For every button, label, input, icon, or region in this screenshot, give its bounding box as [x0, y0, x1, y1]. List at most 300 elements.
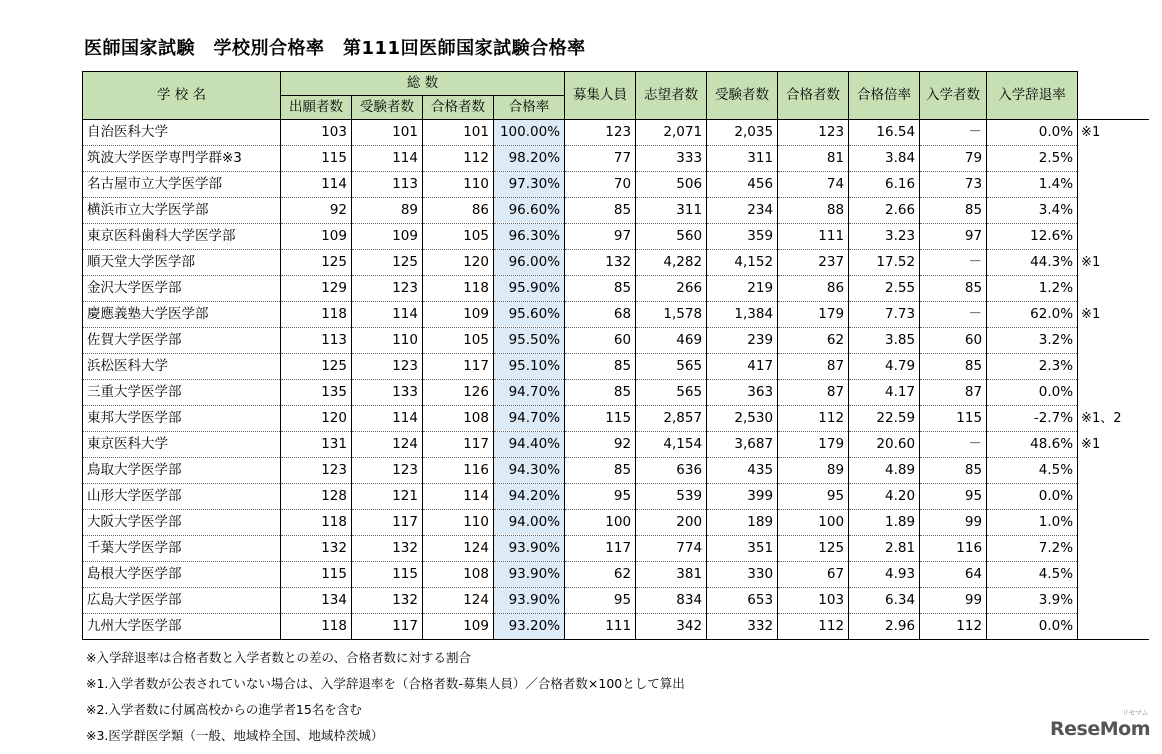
cell-quota: 95	[565, 588, 636, 614]
cell-note	[1078, 354, 1149, 380]
cell-passers: 105	[423, 328, 494, 354]
cell-examinees: 101	[352, 120, 423, 146]
cell-competition: 17.52	[849, 250, 920, 276]
footnotes	[86, 645, 685, 749]
cell-decline-rate: 4.5%	[987, 458, 1078, 484]
cell-passers: 117	[423, 354, 494, 380]
cell-decline-rate: 3.2%	[987, 328, 1078, 354]
cell-quota: 85	[565, 276, 636, 302]
cell-candidates: 565	[636, 354, 707, 380]
cell-enrolled: 99	[920, 588, 987, 614]
cell-school: 九州大学医学部	[83, 614, 281, 640]
header-examinees: 受験者数	[352, 96, 423, 120]
table-row	[83, 536, 1149, 562]
cell-admitted-passers: 112	[778, 406, 849, 432]
cell-competition: 2.81	[849, 536, 920, 562]
cell-exam-takers: 1,384	[707, 302, 778, 328]
header-note-spacer	[1078, 72, 1149, 120]
cell-pass-rate: 94.30%	[494, 458, 565, 484]
cell-applicants: 125	[281, 354, 352, 380]
cell-admitted-passers: 111	[778, 224, 849, 250]
cell-competition: 6.34	[849, 588, 920, 614]
cell-competition: 3.23	[849, 224, 920, 250]
cell-enrolled: 99	[920, 510, 987, 536]
cell-exam-takers: 417	[707, 354, 778, 380]
cell-examinees: 110	[352, 328, 423, 354]
cell-admitted-passers: 62	[778, 328, 849, 354]
cell-admitted-passers: 179	[778, 432, 849, 458]
cell-school: 東邦大学医学部	[83, 406, 281, 432]
cell-competition: 22.59	[849, 406, 920, 432]
cell-passers: 116	[423, 458, 494, 484]
cell-competition: 4.93	[849, 562, 920, 588]
cell-admitted-passers: 89	[778, 458, 849, 484]
cell-candidates: 469	[636, 328, 707, 354]
cell-candidates: 2,071	[636, 120, 707, 146]
cell-pass-rate: 97.30%	[494, 172, 565, 198]
cell-note	[1078, 146, 1149, 172]
cell-candidates: 266	[636, 276, 707, 302]
cell-candidates: 4,154	[636, 432, 707, 458]
cell-pass-rate: 94.40%	[494, 432, 565, 458]
cell-examinees: 124	[352, 432, 423, 458]
cell-quota: 117	[565, 536, 636, 562]
footnote: ※3.医学群医学類（一般、地域枠全国、地域枠茨城）	[86, 728, 384, 743]
cell-applicants: 118	[281, 614, 352, 640]
cell-admitted-passers: 95	[778, 484, 849, 510]
table-row	[83, 276, 1149, 302]
cell-enrolled: －	[920, 432, 987, 458]
cell-exam-takers: 399	[707, 484, 778, 510]
cell-quota: 92	[565, 432, 636, 458]
cell-enrolled: 85	[920, 354, 987, 380]
cell-decline-rate: 48.6%	[987, 432, 1078, 458]
cell-examinees: 114	[352, 302, 423, 328]
cell-passers: 109	[423, 614, 494, 640]
cell-enrolled: 60	[920, 328, 987, 354]
cell-school: 山形大学医学部	[83, 484, 281, 510]
cell-competition: 7.73	[849, 302, 920, 328]
cell-applicants: 125	[281, 250, 352, 276]
cell-examinees: 132	[352, 588, 423, 614]
cell-decline-rate: 2.5%	[987, 146, 1078, 172]
cell-decline-rate: 7.2%	[987, 536, 1078, 562]
cell-admitted-passers: 100	[778, 510, 849, 536]
cell-exam-takers: 219	[707, 276, 778, 302]
cell-note: ※1	[1081, 255, 1101, 270]
cell-decline-rate: 1.4%	[987, 172, 1078, 198]
cell-note	[1078, 328, 1149, 354]
cell-examinees: 109	[352, 224, 423, 250]
cell-decline-rate: -2.7%	[987, 406, 1078, 432]
header-passers: 合格者数	[423, 96, 494, 120]
cell-quota: 115	[565, 406, 636, 432]
cell-decline-rate: 62.0%	[987, 302, 1078, 328]
cell-enrolled: 85	[920, 458, 987, 484]
cell-note	[1078, 380, 1149, 406]
cell-candidates: 4,282	[636, 250, 707, 276]
cell-competition: 3.85	[849, 328, 920, 354]
cell-exam-takers: 2,530	[707, 406, 778, 432]
cell-quota: 70	[565, 172, 636, 198]
cell-applicants: 128	[281, 484, 352, 510]
cell-competition: 2.55	[849, 276, 920, 302]
cell-admitted-passers: 88	[778, 198, 849, 224]
cell-enrolled: 115	[920, 406, 987, 432]
cell-applicants: 118	[281, 510, 352, 536]
cell-enrolled: 79	[920, 146, 987, 172]
cell-pass-rate: 94.70%	[494, 380, 565, 406]
cell-quota: 111	[565, 614, 636, 640]
cell-quota: 97	[565, 224, 636, 250]
cell-school: 浜松医科大学	[83, 354, 281, 380]
cell-pass-rate: 93.90%	[494, 588, 565, 614]
cell-note	[1078, 484, 1149, 510]
cell-candidates: 200	[636, 510, 707, 536]
cell-exam-takers: 4,152	[707, 250, 778, 276]
cell-candidates: 636	[636, 458, 707, 484]
cell-passers: 110	[423, 510, 494, 536]
cell-decline-rate: 2.3%	[987, 354, 1078, 380]
header-school: 学 校 名	[83, 72, 281, 120]
cell-note	[1078, 510, 1149, 536]
cell-decline-rate: 44.3%	[987, 250, 1078, 276]
cell-applicants: 114	[281, 172, 352, 198]
cell-passers: 126	[423, 380, 494, 406]
footnote: ※2.入学者数に付属高校からの進学者15名を含む	[86, 702, 362, 717]
cell-quota: 85	[565, 458, 636, 484]
cell-pass-rate: 93.20%	[494, 614, 565, 640]
cell-quota: 85	[565, 354, 636, 380]
cell-passers: 124	[423, 536, 494, 562]
cell-competition: 6.16	[849, 172, 920, 198]
cell-decline-rate: 0.0%	[987, 380, 1078, 406]
cell-decline-rate: 0.0%	[987, 614, 1078, 640]
cell-passers: 109	[423, 302, 494, 328]
cell-candidates: 381	[636, 562, 707, 588]
cell-candidates: 834	[636, 588, 707, 614]
cell-exam-takers: 2,035	[707, 120, 778, 146]
cell-pass-rate: 95.10%	[494, 354, 565, 380]
cell-quota: 123	[565, 120, 636, 146]
cell-exam-takers: 435	[707, 458, 778, 484]
cell-passers: 118	[423, 276, 494, 302]
cell-quota: 132	[565, 250, 636, 276]
cell-applicants: 115	[281, 562, 352, 588]
header-enrolled: 入学者数	[920, 72, 987, 120]
cell-enrolled: 85	[920, 198, 987, 224]
cell-passers: 101	[423, 120, 494, 146]
cell-examinees: 113	[352, 172, 423, 198]
table-row	[83, 484, 1149, 510]
footnote: ※1.入学者数が公表されていない場合は、入学辞退率を（合格者数-募集人員）／合格者数×100として算出	[86, 676, 685, 691]
cell-exam-takers: 351	[707, 536, 778, 562]
cell-admitted-passers: 74	[778, 172, 849, 198]
cell-decline-rate: 1.2%	[987, 276, 1078, 302]
cell-passers: 108	[423, 562, 494, 588]
cell-examinees: 115	[352, 562, 423, 588]
cell-applicants: 129	[281, 276, 352, 302]
cell-examinees: 114	[352, 406, 423, 432]
cell-exam-takers: 456	[707, 172, 778, 198]
cell-school: 筑波大学医学専門学群※3	[83, 146, 281, 172]
cell-school: 島根大学医学部	[83, 562, 281, 588]
cell-passers: 124	[423, 588, 494, 614]
cell-candidates: 774	[636, 536, 707, 562]
cell-pass-rate: 96.00%	[494, 250, 565, 276]
header-total-group: 総 数	[281, 72, 565, 96]
cell-quota: 100	[565, 510, 636, 536]
table-row	[83, 224, 1149, 250]
cell-note	[1078, 588, 1149, 614]
cell-competition: 4.17	[849, 380, 920, 406]
cell-enrolled: －	[920, 120, 987, 146]
cell-candidates: 506	[636, 172, 707, 198]
header-admitted-passers: 合格者数	[778, 72, 849, 120]
cell-competition: 3.84	[849, 146, 920, 172]
cell-competition: 20.60	[849, 432, 920, 458]
cell-admitted-passers: 103	[778, 588, 849, 614]
cell-admitted-passers: 81	[778, 146, 849, 172]
cell-note: ※1	[1081, 437, 1101, 452]
cell-applicants: 134	[281, 588, 352, 614]
cell-exam-takers: 3,687	[707, 432, 778, 458]
cell-enrolled: －	[920, 302, 987, 328]
cell-competition: 2.66	[849, 198, 920, 224]
footnote: ※入学辞退率は合格者数と入学者数との差の、合格者数に対する割合	[86, 650, 471, 665]
logo-text: ReseMom	[1050, 718, 1150, 740]
resemom-logo	[1050, 709, 1150, 740]
cell-exam-takers: 189	[707, 510, 778, 536]
cell-examinees: 114	[352, 146, 423, 172]
cell-school: 横浜市立大学医学部	[83, 198, 281, 224]
cell-enrolled: 64	[920, 562, 987, 588]
cell-examinees: 117	[352, 614, 423, 640]
header-quota: 募集人員	[565, 72, 636, 120]
cell-candidates: 560	[636, 224, 707, 250]
cell-school: 大阪大学医学部	[83, 510, 281, 536]
cell-note	[1078, 198, 1149, 224]
cell-quota: 95	[565, 484, 636, 510]
cell-examinees: 121	[352, 484, 423, 510]
cell-quota: 68	[565, 302, 636, 328]
cell-examinees: 123	[352, 276, 423, 302]
table-row	[83, 458, 1149, 484]
cell-quota: 85	[565, 380, 636, 406]
cell-quota: 60	[565, 328, 636, 354]
cell-school: 慶應義塾大学医学部	[83, 302, 281, 328]
cell-note	[1078, 224, 1149, 250]
cell-admitted-passers: 123	[778, 120, 849, 146]
table-row	[83, 172, 1149, 198]
cell-exam-takers: 332	[707, 614, 778, 640]
cell-exam-takers: 653	[707, 588, 778, 614]
table-row	[83, 406, 1149, 432]
cell-examinees: 117	[352, 510, 423, 536]
cell-competition: 4.20	[849, 484, 920, 510]
table-row	[83, 120, 1149, 146]
cell-decline-rate: 0.0%	[987, 120, 1078, 146]
cell-note	[1078, 562, 1149, 588]
header-pass-rate: 合格率	[494, 96, 565, 120]
cell-decline-rate: 3.9%	[987, 588, 1078, 614]
cell-admitted-passers: 125	[778, 536, 849, 562]
cell-pass-rate: 98.20%	[494, 146, 565, 172]
cell-passers: 86	[423, 198, 494, 224]
cell-examinees: 123	[352, 354, 423, 380]
cell-enrolled: 112	[920, 614, 987, 640]
header-competition: 合格倍率	[849, 72, 920, 120]
cell-note	[1078, 276, 1149, 302]
cell-applicants: 113	[281, 328, 352, 354]
cell-admitted-passers: 112	[778, 614, 849, 640]
cell-school: 三重大学医学部	[83, 380, 281, 406]
cell-pass-rate: 96.30%	[494, 224, 565, 250]
cell-school: 順天堂大学医学部	[83, 250, 281, 276]
table-row	[83, 328, 1149, 354]
cell-exam-takers: 359	[707, 224, 778, 250]
cell-candidates: 333	[636, 146, 707, 172]
cell-examinees: 132	[352, 536, 423, 562]
cell-admitted-passers: 87	[778, 380, 849, 406]
cell-quota: 85	[565, 198, 636, 224]
cell-pass-rate: 95.50%	[494, 328, 565, 354]
cell-decline-rate: 0.0%	[987, 484, 1078, 510]
header-applicants: 出願者数	[281, 96, 352, 120]
page-title: 医師国家試験 学校別合格率 第111回医師国家試験合格率	[84, 38, 586, 59]
cell-admitted-passers: 86	[778, 276, 849, 302]
cell-note	[1078, 536, 1149, 562]
cell-admitted-passers: 67	[778, 562, 849, 588]
cell-school: 鳥取大学医学部	[83, 458, 281, 484]
cell-pass-rate: 94.20%	[494, 484, 565, 510]
cell-pass-rate: 94.00%	[494, 510, 565, 536]
cell-examinees: 133	[352, 380, 423, 406]
cell-passers: 114	[423, 484, 494, 510]
cell-examinees: 125	[352, 250, 423, 276]
cell-exam-takers: 330	[707, 562, 778, 588]
cell-pass-rate: 96.60%	[494, 198, 565, 224]
cell-applicants: 103	[281, 120, 352, 146]
cell-competition: 4.89	[849, 458, 920, 484]
cell-note: ※1	[1078, 120, 1149, 146]
cell-school: 名古屋市立大学医学部	[83, 172, 281, 198]
cell-examinees: 123	[352, 458, 423, 484]
cell-exam-takers: 234	[707, 198, 778, 224]
table-row	[83, 510, 1149, 536]
cell-note: ※1、2	[1081, 411, 1122, 426]
table-row	[83, 354, 1149, 380]
cell-quota: 77	[565, 146, 636, 172]
cell-applicants: 132	[281, 536, 352, 562]
cell-note	[1078, 172, 1149, 198]
cell-decline-rate: 4.5%	[987, 562, 1078, 588]
cell-passers: 110	[423, 172, 494, 198]
cell-admitted-passers: 237	[778, 250, 849, 276]
table-row	[83, 562, 1149, 588]
cell-candidates: 311	[636, 198, 707, 224]
cell-candidates: 539	[636, 484, 707, 510]
cell-note	[1078, 458, 1149, 484]
cell-school: 金沢大学医学部	[83, 276, 281, 302]
cell-enrolled: 85	[920, 276, 987, 302]
cell-pass-rate: 93.90%	[494, 562, 565, 588]
cell-pass-rate: 95.60%	[494, 302, 565, 328]
header-exam-takers: 受験者数	[707, 72, 778, 120]
cell-quota: 62	[565, 562, 636, 588]
cell-decline-rate: 12.6%	[987, 224, 1078, 250]
cell-pass-rate: 93.90%	[494, 536, 565, 562]
cell-applicants: 131	[281, 432, 352, 458]
cell-school: 千葉大学医学部	[83, 536, 281, 562]
cell-admitted-passers: 179	[778, 302, 849, 328]
cell-exam-takers: 363	[707, 380, 778, 406]
cell-decline-rate: 1.0%	[987, 510, 1078, 536]
cell-passers: 105	[423, 224, 494, 250]
cell-passers: 112	[423, 146, 494, 172]
logo-sup-text: リセマム	[1122, 709, 1148, 717]
cell-enrolled: －	[920, 250, 987, 276]
cell-school: 東京医科大学	[83, 432, 281, 458]
cell-passers: 117	[423, 432, 494, 458]
cell-passers: 108	[423, 406, 494, 432]
cell-decline-rate: 3.4%	[987, 198, 1078, 224]
cell-exam-takers: 239	[707, 328, 778, 354]
cell-applicants: 92	[281, 198, 352, 224]
table-row	[83, 432, 1149, 458]
table-row	[83, 380, 1149, 406]
cell-competition: 1.89	[849, 510, 920, 536]
cell-admitted-passers: 87	[778, 354, 849, 380]
header-decline-rate: 入学辞退率	[987, 72, 1078, 120]
cell-applicants: 118	[281, 302, 352, 328]
cell-note	[1078, 614, 1149, 640]
pass-rate-table	[82, 71, 1149, 640]
cell-pass-rate: 100.00%	[494, 120, 565, 146]
table-body	[83, 120, 1149, 640]
cell-school: 広島大学医学部	[83, 588, 281, 614]
table-row	[83, 302, 1149, 328]
cell-applicants: 109	[281, 224, 352, 250]
cell-applicants: 120	[281, 406, 352, 432]
cell-pass-rate: 95.90%	[494, 276, 565, 302]
table-row	[83, 250, 1149, 276]
cell-enrolled: 116	[920, 536, 987, 562]
table-row	[83, 198, 1149, 224]
cell-school: 東京医科歯科大学医学部	[83, 224, 281, 250]
cell-enrolled: 73	[920, 172, 987, 198]
cell-candidates: 342	[636, 614, 707, 640]
cell-examinees: 89	[352, 198, 423, 224]
cell-pass-rate: 94.70%	[494, 406, 565, 432]
cell-candidates: 2,857	[636, 406, 707, 432]
cell-school: 自治医科大学	[83, 120, 281, 146]
cell-applicants: 123	[281, 458, 352, 484]
table-row	[83, 146, 1149, 172]
cell-note: ※1	[1081, 307, 1101, 322]
cell-candidates: 565	[636, 380, 707, 406]
cell-exam-takers: 311	[707, 146, 778, 172]
cell-competition: 16.54	[849, 120, 920, 146]
cell-passers: 120	[423, 250, 494, 276]
cell-enrolled: 95	[920, 484, 987, 510]
cell-competition: 4.79	[849, 354, 920, 380]
cell-school: 佐賀大学医学部	[83, 328, 281, 354]
cell-candidates: 1,578	[636, 302, 707, 328]
cell-enrolled: 87	[920, 380, 987, 406]
cell-applicants: 115	[281, 146, 352, 172]
cell-enrolled: 97	[920, 224, 987, 250]
